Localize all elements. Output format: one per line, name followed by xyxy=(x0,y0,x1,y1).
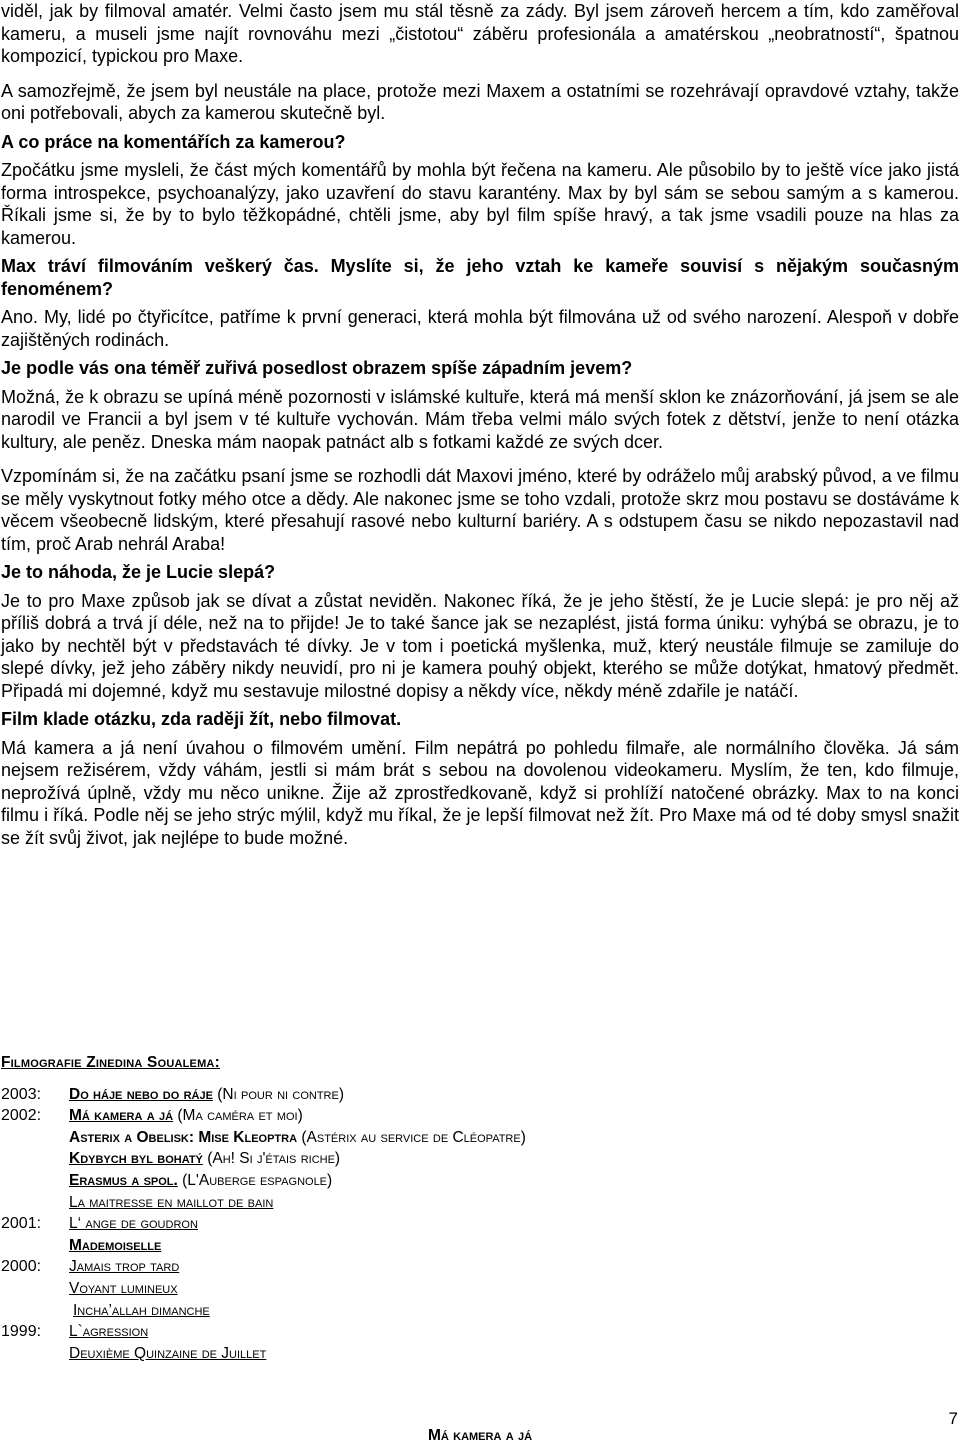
film-entry xyxy=(69,1192,273,1214)
film-entry xyxy=(69,1343,266,1365)
page-footer: Má kamera a já xyxy=(427,1427,533,1444)
film-original-title: (Ah! Si j'étais riche) xyxy=(202,1150,341,1168)
answer-paragraph: Možná, že k obrazu se upíná méně pozornosti v islámské kultuře, která má menší sklon ke znázorňování, já jsem se ale narodil ve Francii a byl jsem v té kultuře vychován. Mám třeba velmi málo svých fotek z dětství, jenže to není otázka kultury, ale peněz. Dneska mám naopak patnáct alb s fotkami každé ze svých dcer. xyxy=(1,386,959,452)
film-entry xyxy=(69,1321,148,1343)
interview-text xyxy=(1,0,959,849)
film-original-title: (L'Auberge espagnole) xyxy=(177,1171,333,1189)
filmography-row xyxy=(1,1127,931,1149)
film-original-title: (Astérix au service de Cléopatre) xyxy=(297,1128,526,1146)
filmography-row xyxy=(1,1235,931,1257)
film-title: Jamais trop tard xyxy=(69,1258,180,1276)
filmography-year xyxy=(1,1343,69,1365)
filmography-title: Filmografie Zinedina Soualema: xyxy=(1,1054,220,1071)
filmography-year: 1999: xyxy=(1,1323,42,1341)
film-title: Má kamera a já xyxy=(69,1107,174,1125)
filmography-row xyxy=(1,1256,931,1278)
film-title: Asterix a Obelisk: Mise Kleoptra xyxy=(69,1128,298,1146)
film-entry xyxy=(69,1278,178,1300)
filmography-row xyxy=(1,1105,931,1127)
filmography-year: 2002: xyxy=(1,1107,42,1125)
filmography-row xyxy=(1,1213,931,1235)
question-paragraph: Max tráví filmováním veškerý čas. Myslíte si, že jeho vztah ke kameře souvisí s nějakým současným fenoménem? xyxy=(1,256,959,299)
film-entry xyxy=(69,1256,179,1278)
question-paragraph: Je to náhoda, že je Lucie slepá? xyxy=(1,562,276,582)
film-title: Voyant lumineux xyxy=(69,1279,178,1297)
filmography-year xyxy=(1,1278,69,1300)
answer-paragraph: Má kamera a já není úvahou o filmovém umění. Film nepátrá po pohledu filmaře, ale normálního člověka. Já sám nejsem režisérem, vždy váhám, jestli si mám brát s sebou na dovolenou videokameru. Myslím, že ten, kdo filmuje, neprožívá úplně, vždy mu něco unikne. Žije až zprostředkovaně, když si prohlíží natočené obrázky. Max to na konci filmu i říká. Podle něj se jeho strýc mýlil, když mu říkal, že je lepší filmovat než žít. Pro Maxe má od té doby smysl snažit se žít svůj život, jak nejlépe to bude možné. xyxy=(1,737,959,848)
question-paragraph: Film klade otázku, zda raději žít, nebo filmovat. xyxy=(1,709,402,729)
film-title: L`agression xyxy=(69,1323,149,1341)
film-entry xyxy=(69,1300,210,1322)
answer-paragraph: Ano. My, lidé po čtyřicítce, patříme k první generaci, která mohla být filmována už od svého narození. Alespoň v dobře zajištěných rodinách. xyxy=(1,307,959,350)
film-title: Kdybych byl bohatý xyxy=(69,1150,203,1168)
filmography-year xyxy=(1,1148,69,1170)
filmography-row xyxy=(1,1192,931,1214)
film-title: Mademoiselle xyxy=(69,1236,162,1254)
film-entry xyxy=(69,1235,161,1257)
answer-paragraph: Zpočátku jsme mysleli, že část mých komentářů by mohla být řečena na kameru. Ale působilo by to ještě více jako jistá forma introspekce, psychoanalýzy, jako uzavření do stavu karantény. Max by byl sám se sebou samým a s kamerou. Říkali jsme si, že by to bylo těžkopádné, chtěli jsme, aby byl film spíše hravý, a tak jsme vsadili pouze na hlas za kamerou. xyxy=(1,160,959,248)
question-paragraph: Je podle vás ona téměř zuřivá posedlost obrazem spíše západním jevem? xyxy=(1,358,633,378)
film-entry xyxy=(69,1105,303,1127)
filmography-year xyxy=(1,1127,69,1149)
film-entry xyxy=(69,1084,344,1106)
filmography-row xyxy=(1,1321,931,1343)
film-original-title: (Ni pour ni contre) xyxy=(212,1085,344,1103)
filmography-year xyxy=(1,1192,69,1214)
answer-paragraph: viděl, jak by filmoval amatér. Velmi často jsem mu stál těsně za zády. Byl jsem zároveň hercem a tím, kdo zaměřoval kameru, a museli jsme najít rovnováhu mezi „čistotou“ záběru profesionála a amatérskou „neobratností“, špatnou kompozicí, typickou pro Maxe. xyxy=(1,1,959,66)
film-entry xyxy=(69,1170,332,1192)
filmography-row xyxy=(1,1170,931,1192)
filmography-year xyxy=(1,1235,69,1257)
film-original-title: (Ma caméra et moi) xyxy=(173,1107,303,1125)
filmography-year: 2000: xyxy=(1,1258,42,1276)
filmography-year xyxy=(1,1170,69,1192)
film-entry xyxy=(69,1148,340,1170)
filmography-row xyxy=(1,1148,931,1170)
film-title: Incha’allah dimanche xyxy=(73,1301,210,1319)
filmography-row xyxy=(1,1084,931,1106)
page-number: 7 xyxy=(948,1409,958,1428)
question-paragraph: A co práce na komentářích za kamerou? xyxy=(1,131,346,152)
film-title: Do háje nebo do ráje xyxy=(69,1085,213,1103)
film-title: Deuxième Quinzaine de Juillet xyxy=(69,1344,267,1362)
film-title: La maitresse en maillot de bain xyxy=(69,1193,274,1211)
filmography-year xyxy=(1,1300,69,1322)
film-title: L‘ ange de goudron xyxy=(69,1215,198,1233)
filmography-row xyxy=(1,1300,931,1322)
film-entry xyxy=(69,1127,526,1149)
film-entry xyxy=(69,1213,198,1235)
film-title: Erasmus a spol. xyxy=(69,1171,178,1189)
filmography xyxy=(1,1052,931,1364)
filmography-row xyxy=(1,1278,931,1300)
answer-paragraph: A samozřejmě, že jsem byl neustále na place, protože mezi Maxem a ostatními se rozehrávají opravdové vztahy, takže oni potřebovali, abych za kamerou skutečně byl. xyxy=(1,80,959,123)
answer-paragraph: Vzpomínám si, že na začátku psaní jsme se rozhodli dát Maxovi jméno, které by odráželo můj arabský původ, a ve filmu se měly vyskytnout fotky mého otce a dědy. Ale nakonec jsme se toho vzdali, protože skrz mou postavu se dostáváme k věcem všeobecně lidským, které přesahují rasové nebo kulturní bariéry. A s odstupem času se nikdo nepozastavil nad tím, proč Arab nehrál Araba! xyxy=(1,466,959,554)
filmography-list xyxy=(1,1084,931,1365)
answer-paragraph: Je to pro Maxe způsob jak se dívat a zůstat neviděn. Nakonec říká, že je jeho štěstí, že je Lucie slepá: je pro něj až příliš dobrá a trvá jí déle, než na to přijde! Je to také šance jak se nezaplést, jistá forma úniku: vyhýbá se obrazu, je to jako by nechtěl být v představách té dívky. Je v tom i poetická myšlenka, muž, který neustále filmuje se zamiluje do slepé dívky, jež jeho záběry nikdy neuvidí, pro ni je kamera pouhý objekt, kterého se může dotýkat, hmatový předmět. Připadá mi dojemné, když mu sestavuje milostné dopisy a někdy více, někdy méně zdařile je natáčí. xyxy=(1,590,959,701)
filmography-year: 2003: xyxy=(1,1085,42,1103)
filmography-year: 2001: xyxy=(1,1215,42,1233)
filmography-row xyxy=(1,1343,931,1365)
